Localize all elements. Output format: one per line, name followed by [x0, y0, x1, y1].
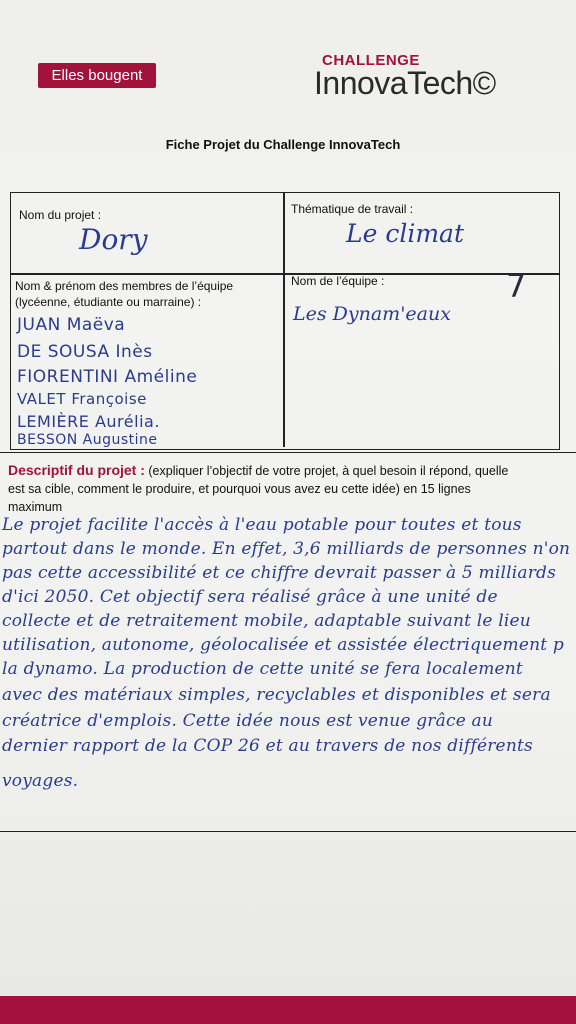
description-line: créatrice d'emplois. Cette idée nous est venue grâce au	[2, 711, 494, 731]
description-header	[8, 461, 568, 516]
bottom-color-band	[0, 996, 576, 1024]
description-line: d'ici 2050. Cet objectif sera réalisé grâce à une unité de	[2, 587, 498, 607]
member-name: DE SOUSA Inès	[17, 342, 153, 362]
description-instructions-1: (expliquer l’objectif de votre projet, à quel besoin il répond, quelle	[148, 464, 509, 478]
description-line: avec des matériaux simples, recyclables et disponibles et sera	[2, 685, 551, 705]
project-name-label: Nom du projet :	[19, 208, 102, 222]
description-label: Descriptif du projet :	[8, 462, 145, 478]
description-line: dernier rapport de la COP 26 et au travers de nos différents	[2, 736, 533, 756]
challenge-label: CHALLENGE	[322, 52, 420, 69]
column-divider	[283, 193, 285, 447]
theme-value: Le climat	[346, 219, 464, 248]
member-name: JUAN Maëva	[17, 315, 126, 335]
description-line: collecte et de retraitement mobile, adaptable suivant le lieu	[2, 611, 531, 631]
members-label-line1: Nom & prénom des membres de l’équipe	[15, 279, 234, 293]
member-name: VALET Françoise	[17, 390, 147, 408]
team-name-value: Les Dynam'eaux	[293, 303, 451, 325]
description-line: partout dans le monde. En effet, 3,6 milliards de personnes n'on	[2, 539, 571, 559]
description-line: la dynamo. La production de cette unité se fera localement	[2, 659, 523, 679]
members-label-line2: (lycéenne, étudiante ou marraine) :	[15, 295, 202, 309]
page-title: Fiche Projet du Challenge InnovaTech	[165, 137, 401, 152]
theme-label: Thématique de travail :	[291, 202, 414, 216]
member-name: LEMIÈRE Aurélia.	[17, 412, 160, 431]
description-line: pas cette accessibilité et ce chiffre devrait passer à 5 milliards	[2, 563, 557, 583]
row-divider	[11, 273, 559, 275]
description-instructions-2: est sa cible, comment le produire, et pourquoi vous avez eu cette idée) en 15 lignes	[8, 482, 471, 496]
description-line: Le projet facilite l'accès à l'eau potable pour toutes et tous	[2, 515, 522, 535]
description-line: utilisation, autonome, géolocalisée et assistée électriquement p	[2, 635, 564, 655]
team-number: 7	[506, 267, 527, 305]
innovatech-wordmark: InnovaTech©	[314, 65, 496, 101]
elles-bougent-logo: Elles bougent	[38, 63, 156, 88]
member-name: FIORENTINI Améline	[17, 367, 198, 387]
project-description-section	[0, 452, 576, 832]
innovatech-logo	[314, 52, 534, 102]
description-line: voyages.	[2, 771, 79, 791]
description-instructions-3: maximum	[8, 500, 63, 514]
member-name: BESSON Augustine	[17, 432, 158, 448]
project-info-table	[10, 192, 560, 450]
project-name-value: Dory	[79, 223, 148, 256]
team-name-label: Nom de l’équipe :	[291, 274, 385, 288]
